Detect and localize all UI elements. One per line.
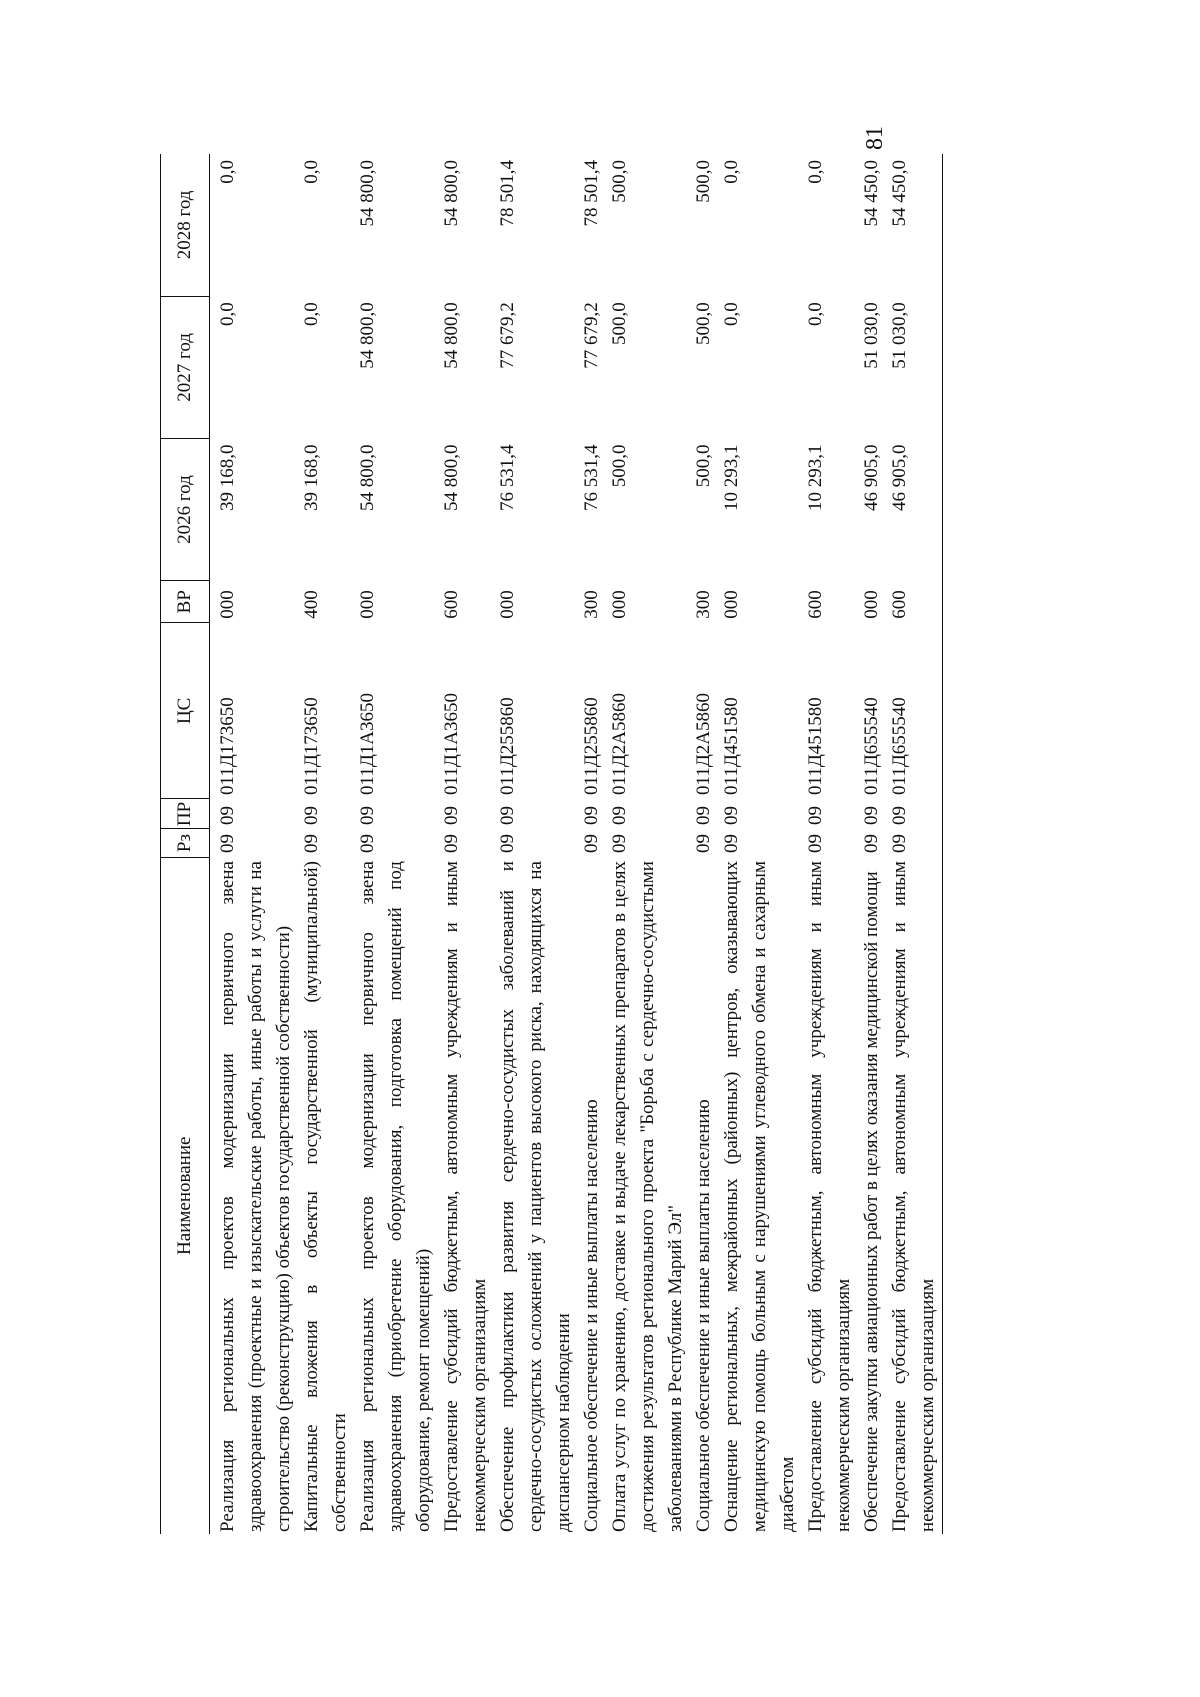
row-rz: 09 — [805, 834, 826, 854]
row-cs: 011Д1А3650 — [357, 692, 378, 795]
row-2028: 0,0 — [721, 160, 742, 184]
row-cs: 011Д655540 — [886, 623, 943, 799]
row-pr: 09 — [301, 806, 322, 825]
header-pr: ПР — [161, 799, 210, 829]
row-pr: 09 — [886, 799, 943, 829]
row-2028: 54 450,0 — [861, 160, 882, 227]
row-cs: 011Д255860 — [581, 697, 602, 795]
table-row — [886, 154, 943, 1534]
row-cs: 011Д1А3650 — [441, 692, 462, 795]
row-vr: 300 — [693, 590, 714, 619]
table-row — [354, 154, 438, 1534]
row-2027: 77 679,2 — [581, 302, 602, 369]
table-row — [438, 154, 494, 1534]
row-rz: 09 — [357, 834, 378, 854]
row-name: Предоставление субсидий бюджетным, автономным учреждениям и иным некоммерческим организациям — [805, 861, 854, 1532]
row-2026: 54 800,0 — [357, 444, 378, 511]
row-pr: 09 — [861, 806, 882, 825]
table-header-row — [161, 154, 210, 1534]
row-pr: 09 — [693, 806, 714, 825]
row-cs: 011Д451580 — [721, 697, 742, 795]
row-pr: 09 — [497, 806, 518, 825]
row-2028: 0,0 — [301, 160, 322, 184]
row-name: Социальное обеспечение и иные выплаты населению — [581, 1099, 602, 1532]
table-row — [578, 154, 606, 1534]
row-rz: 09 — [581, 834, 602, 854]
row-name: Предоставление субсидий бюджетным, автономным учреждениям и иным некоммерческим организациям — [441, 861, 490, 1532]
row-2026: 39 168,0 — [301, 444, 322, 511]
row-vr: 000 — [497, 590, 518, 619]
row-2026: 46 905,0 — [861, 444, 882, 511]
row-pr: 09 — [581, 806, 602, 825]
row-2028: 500,0 — [609, 160, 630, 203]
header-vr: ВР — [161, 581, 210, 623]
row-rz: 09 — [609, 834, 630, 854]
row-vr: 000 — [217, 590, 238, 619]
row-2026: 10 293,1 — [721, 444, 742, 511]
row-2026: 500,0 — [609, 444, 630, 488]
row-2028: 54 800,0 — [357, 160, 378, 227]
row-vr: 300 — [581, 590, 602, 619]
row-name: Реализация региональных проектов модернизации первичного звена здравоохранения (проектные и изыскательские работы, иные работы и услуги на строительство (реконструкцию) объектов государственной собственности) — [217, 861, 294, 1532]
row-rz: 09 — [217, 834, 238, 854]
row-cs: 011Д173650 — [301, 697, 322, 795]
row-2027: 500,0 — [609, 302, 630, 346]
row-vr: 000 — [721, 590, 742, 619]
row-cs: 011Д255860 — [497, 697, 518, 795]
table-row — [858, 154, 886, 1534]
row-2028: 500,0 — [693, 160, 714, 203]
row-2026: 10 293,1 — [805, 444, 826, 511]
table-row — [210, 154, 299, 1534]
row-pr: 09 — [721, 806, 742, 825]
row-vr: 600 — [441, 590, 462, 619]
row-2026: 46 905,0 — [886, 438, 943, 580]
row-2027: 51 030,0 — [861, 302, 882, 369]
row-cs: 011Д2А5860 — [693, 692, 714, 795]
row-name: Социальное обеспечение и иные выплаты населению — [693, 1099, 714, 1532]
row-name: Обеспечение закупки авиационных работ в целях оказания медицинской помощи — [861, 871, 882, 1532]
row-2028: 78 501,4 — [497, 160, 518, 227]
row-2026: 76 531,4 — [581, 444, 602, 511]
row-2026: 500,0 — [693, 444, 714, 488]
table-row — [298, 154, 354, 1534]
row-vr: 400 — [301, 590, 322, 619]
row-2028: 54 450,0 — [886, 154, 943, 296]
row-2026: 39 168,0 — [217, 444, 238, 511]
row-2027: 0,0 — [301, 302, 322, 327]
row-pr: 09 — [805, 806, 826, 825]
row-2026: 76 531,4 — [497, 444, 518, 511]
row-cs: 011Д2А5860 — [609, 692, 630, 795]
row-pr: 09 — [609, 806, 630, 825]
row-rz: 09 — [693, 834, 714, 854]
page-number: 81 — [862, 126, 888, 150]
row-rz: 09 — [861, 834, 882, 854]
row-name: Обеспечение профилактики развития сердечно-сосудистых заболеваний и сердечно-сосудистых осложнений у пациентов высокого риска, находящихся на диспансерном наблюдении — [497, 861, 574, 1532]
row-pr: 09 — [357, 806, 378, 825]
row-rz: 09 — [721, 834, 742, 854]
row-rz: 09 — [301, 834, 322, 854]
row-2028: 0,0 — [805, 160, 826, 184]
table-row — [802, 154, 858, 1534]
table-row — [606, 154, 690, 1534]
row-2026: 54 800,0 — [441, 444, 462, 511]
row-2028: 54 800,0 — [441, 160, 462, 227]
row-name: Оснащение региональных, межрайонных (районных) центров, оказывающих медицинскую помощь больным с нарушениями углеводного обмена и сахарным диабетом — [721, 861, 798, 1532]
table-row — [718, 154, 802, 1534]
row-pr: 09 — [441, 806, 462, 825]
row-2027: 51 030,0 — [886, 296, 943, 438]
header-2028: 2028 год — [161, 154, 210, 296]
row-vr: 600 — [805, 590, 826, 619]
row-2027: 0,0 — [217, 302, 238, 327]
row-name: Реализация региональных проектов модернизации первичного звена здравоохранения (приобретение оборудования, подготовка помещений под оборудование, ремонт помещений) — [357, 861, 434, 1532]
row-2027: 0,0 — [721, 302, 742, 327]
row-rz: 09 — [497, 834, 518, 854]
row-2027: 54 800,0 — [441, 302, 462, 369]
row-name: Капитальные вложения в объекты государственной (муниципальной) собственности — [301, 861, 350, 1532]
header-name: Наименование — [161, 857, 210, 1534]
row-rz: 09 — [441, 834, 462, 854]
table-row — [690, 154, 718, 1534]
row-vr: 000 — [861, 590, 882, 619]
header-2027: 2027 год — [161, 296, 210, 438]
row-vr: 600 — [886, 581, 943, 623]
row-name: Предоставление субсидий бюджетным, автономным учреждениям и иным некоммерческим организациям — [886, 857, 943, 1534]
budget-table — [160, 154, 943, 1534]
row-2027: 0,0 — [805, 302, 826, 327]
row-2028: 78 501,4 — [581, 160, 602, 227]
budget-table-rotated — [160, 154, 970, 1534]
header-rz: Рз — [161, 829, 210, 857]
table-row — [494, 154, 578, 1534]
row-2027: 77 679,2 — [497, 302, 518, 369]
row-2027: 500,0 — [693, 302, 714, 346]
row-2027: 54 800,0 — [357, 302, 378, 369]
row-cs: 011Д451580 — [805, 697, 826, 795]
header-cs: ЦС — [161, 623, 210, 799]
row-cs: 011Д173650 — [217, 697, 238, 795]
row-2028: 0,0 — [217, 160, 238, 184]
row-cs: 011Д655540 — [861, 697, 882, 795]
row-vr: 000 — [609, 590, 630, 619]
row-name: Оплата услуг по хранению, доставке и выдаче лекарственных препаратов в целях достижения результатов регионального проекта "Борьба с сердечно-сосудистыми заболеваниями в Республике Марий Эл" — [609, 861, 686, 1532]
header-2026: 2026 год — [161, 438, 210, 580]
row-vr: 000 — [357, 590, 378, 619]
row-rz: 09 — [886, 829, 943, 857]
row-pr: 09 — [217, 806, 238, 825]
